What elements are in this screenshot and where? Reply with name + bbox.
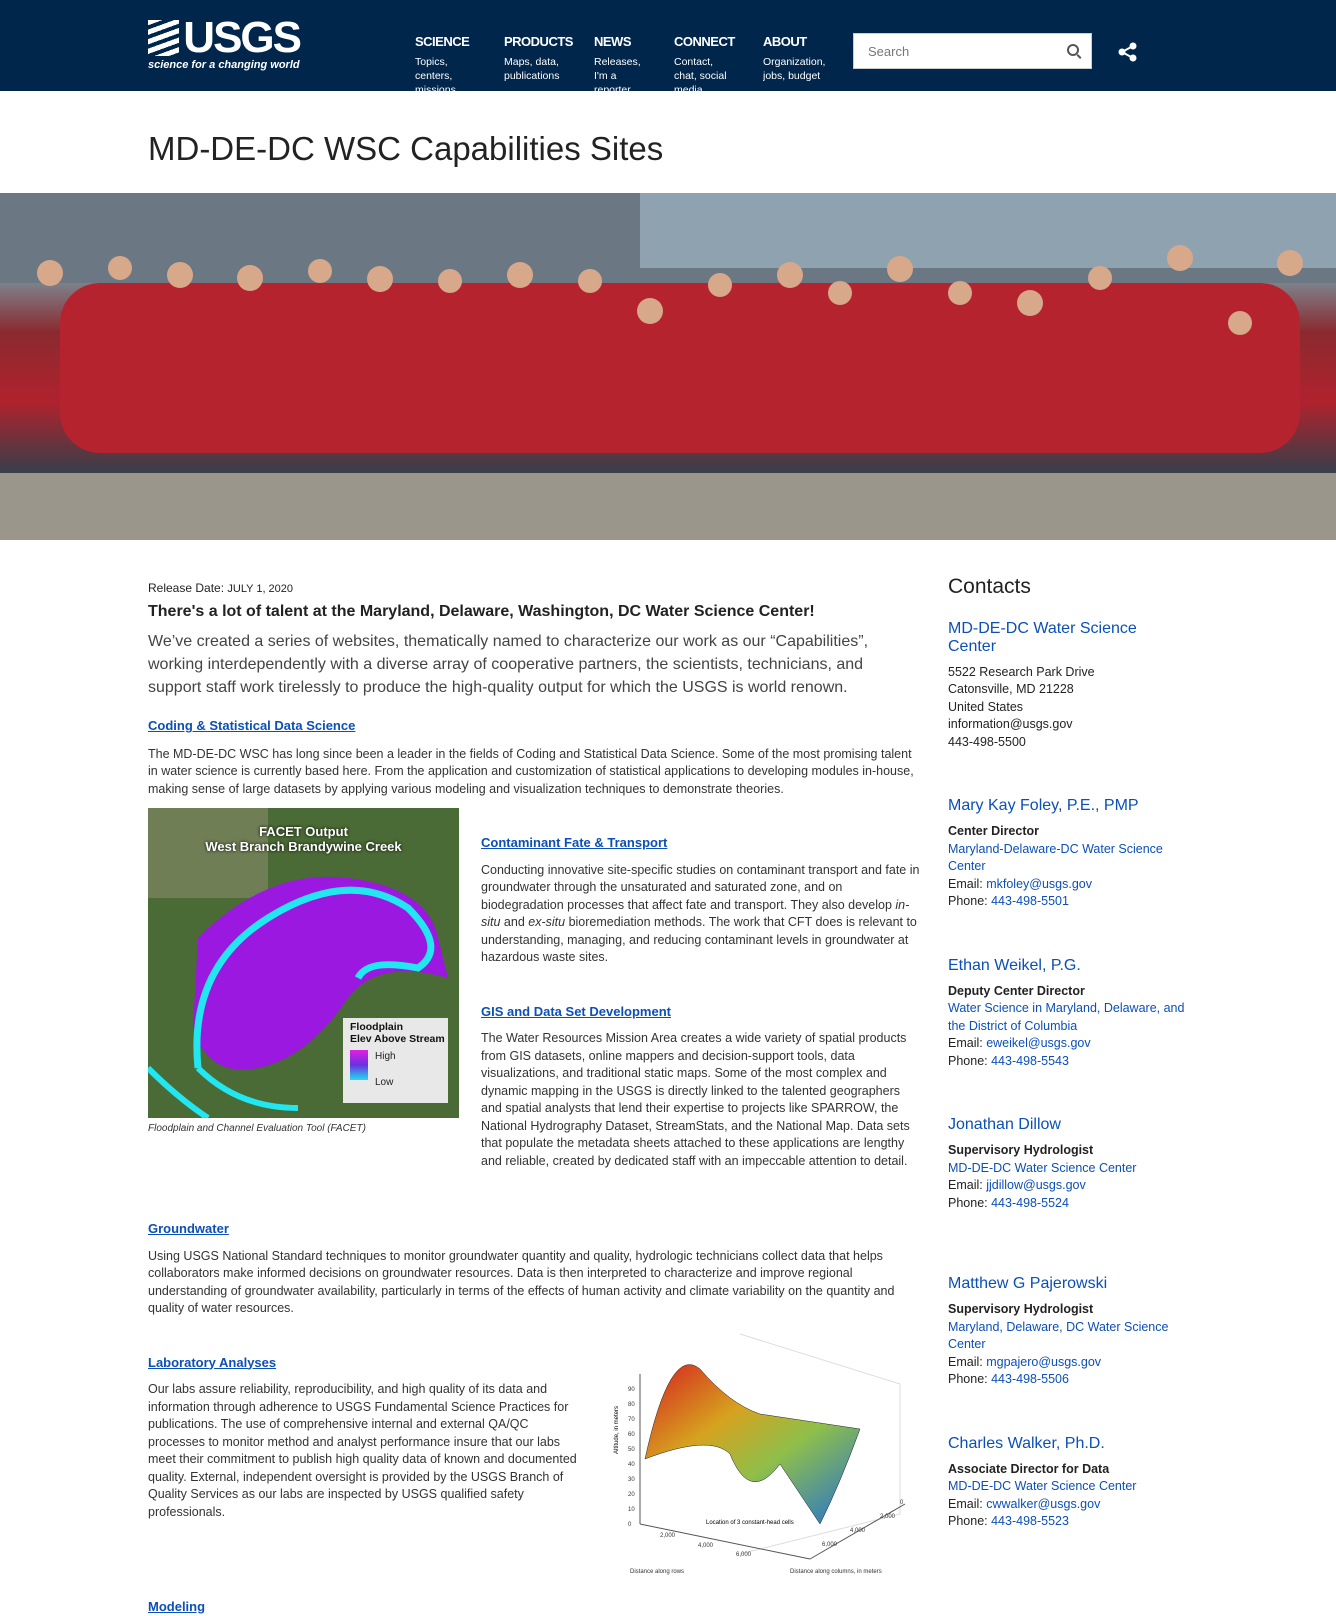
contact-role: Deputy Center Director xyxy=(948,983,1085,998)
lead-heading: There's a lot of talent at the Maryland, Delaware, Washington, DC Water Science Center! xyxy=(148,602,815,620)
link-contaminant-fate[interactable]: Contaminant Fate & Transport xyxy=(481,835,668,850)
contact-org-link[interactable]: MD-DE-DC Water Science Center xyxy=(948,1160,1137,1175)
cft-paragraph: Conducting innovative site-specific studies on contaminant transport and fate in groundwater through the unsaturated and saturated zone, and on biodegradation processes that affect fate and transport. They also develop in-situ and ex-situ bioremediation methods. The work that CFT does is relevant to understanding, managing, and reducing contaminant levels in groundwater at hazardous waste sites. xyxy=(481,862,920,964)
contacts-sidebar xyxy=(948,575,1188,1548)
contact-name[interactable]: Matthew G Pajerowski xyxy=(948,1275,1108,1292)
y-tick: 20 xyxy=(628,1491,635,1498)
contact-card xyxy=(948,797,1188,911)
phone-link[interactable]: 443-498-5524 xyxy=(991,1195,1069,1210)
contact-org-link[interactable]: MD-DE-DC Water Science Center xyxy=(948,1479,1137,1493)
contact-card xyxy=(948,1116,1188,1229)
y-tick: 80 xyxy=(628,1401,635,1408)
contact-card xyxy=(948,1435,1188,1548)
gis-paragraph: The Water Resources Mission Area creates a wide variety of spatial products from GIS datasets, online mappers and decision-support tools, data visualizations, and traditional static maps. Some of the most complex and dynamic mapping in the USGS is directly linked to the talented geographers and spatial analysts that lend their expertise to projects like SPARROW, the National Hydrography Dataset, StreamStats, and the National Map. Data sets that populate the metadata sheets attached to these applications are lengthy and reliable, created by dedicated staff with an impeccable attention to detail. xyxy=(481,1031,910,1168)
y-tick: 40 xyxy=(628,1461,635,1468)
contact-name[interactable]: Jonathan Dillow xyxy=(948,1116,1061,1133)
z-tick: 0 xyxy=(900,1499,904,1506)
contact-email: Email: eweikel@usgs.gov xyxy=(948,1036,1091,1050)
link-laboratory-analyses[interactable]: Laboratory Analyses xyxy=(148,1354,277,1370)
contact-name[interactable]: Charles Walker, Ph.D. xyxy=(948,1434,1105,1452)
email-link[interactable]: eweikel@usgs.gov xyxy=(986,1036,1091,1050)
contact-center-name[interactable]: MD-DE-DC Water Science Center xyxy=(948,619,1137,655)
link-coding-statistical[interactable]: Coding & Statistical Data Science xyxy=(148,718,356,733)
contact-phone: Phone: 443-498-5501 xyxy=(948,894,1069,908)
y-tick: 70 xyxy=(628,1416,635,1423)
contact-phone: Phone: 443-498-5523 xyxy=(948,1514,1069,1528)
email-link[interactable]: mkfoley@usgs.gov xyxy=(986,876,1092,891)
link-gis-data-set[interactable]: GIS and Data Set Development xyxy=(481,1003,671,1019)
staff-group-photo xyxy=(0,193,1336,540)
contacts-heading: Contacts xyxy=(948,575,1031,598)
contact-email: Email: jjdillow@usgs.gov xyxy=(948,1178,1086,1192)
facet-legend: Floodplain Elev Above Stream xyxy=(350,1021,445,1045)
intro-paragraph: We’ve created a series of websites, thematically named to characterize our work as our “Capabilities”, working interdependently with a diverse array of cooperative partners, the scientists, technicians, and support staff work tirelessly to produce the high-quality output for which the USGS is world renown. xyxy=(148,633,869,696)
y-tick: 10 xyxy=(628,1506,635,1513)
group-photo-illustration xyxy=(0,193,1336,540)
link-groundwater[interactable]: Groundwater xyxy=(148,1221,229,1236)
link-modeling[interactable]: Modeling xyxy=(148,1598,206,1614)
z-tick: 4,000 xyxy=(850,1527,866,1534)
z-axis-label: Distance along columns, in meters xyxy=(790,1568,882,1575)
phone-link[interactable]: 443-498-5501 xyxy=(991,894,1069,908)
usgs-logo[interactable]: USGS science for a changing world xyxy=(148,13,300,71)
search-input[interactable]: Search xyxy=(853,33,1092,69)
nav-connect[interactable]: CONNECT Contact, chat, social media xyxy=(674,34,735,96)
lab-paragraph: Our labs assure reliability, reproducibility, and high quality of its data and information through adherence to USGS Fundamental Science Practices for publications. The use of comprehensive internal and external QA/QC processes to monitor method and analyst performance insure that our labs meet their commitment to publish high quality data of known and documented quality. External, independent oversight is provided by the USGS Branch of Quality Services as our labs are inspected by USGS qualified safety professionals. xyxy=(148,1382,577,1519)
x-tick: 2,000 xyxy=(660,1532,676,1539)
email-link[interactable]: jjdillow@usgs.gov xyxy=(986,1178,1086,1192)
y-tick: 0 xyxy=(628,1521,632,1528)
nav-news[interactable]: NEWS Releases, I'm a reporter xyxy=(594,34,641,96)
nav-about[interactable]: ABOUT Organization, jobs, budget xyxy=(763,34,826,82)
x-tick: 4,000 xyxy=(698,1542,714,1549)
contact-phone: Phone: 443-498-5524 xyxy=(948,1195,1069,1210)
site-header xyxy=(0,0,1336,96)
contact-name[interactable]: Mary Kay Foley, P.E., PMP xyxy=(948,797,1139,814)
z-tick: 2,000 xyxy=(880,1513,896,1520)
contact-phone: Phone: 443-498-5543 xyxy=(948,1053,1069,1068)
contact-org-link[interactable]: Maryland-Delaware-DC Water Science Center xyxy=(948,841,1163,873)
nav-science[interactable]: SCIENCE Topics, centers, missions xyxy=(415,34,470,96)
contact-card xyxy=(948,957,1188,1071)
groundwater-paragraph: Using USGS National Standard techniques to monitor groundwater quantity and quality, hydrologic technicians collect data that helps collaborators make informed decisions on groundwater resources. Data is then interpreted to characterize and improve regional understanding of groundwater availability, particularly in terms of the effects of human activity and climate variability on the quantity and quality of water resources. xyxy=(148,1248,895,1315)
facet-map-illustration xyxy=(148,808,459,1118)
page-title: MD-DE-DC WSC Capabilities Sites xyxy=(148,130,664,167)
release-date: Release Date: JULY 1, 2020 xyxy=(148,581,294,595)
phone-link[interactable]: 443-498-5506 xyxy=(991,1372,1069,1386)
facet-map-image: FACET Output West Branch Brandywine Creek Floodplain Elev Above Stream High Low xyxy=(148,808,459,1118)
z-tick: 6,000 xyxy=(822,1541,838,1548)
contact-role: Supervisory Hydrologist xyxy=(948,1302,1094,1316)
contact-phone: Phone: 443-498-5506 xyxy=(948,1372,1069,1386)
email-link[interactable]: cwwalker@usgs.gov xyxy=(986,1496,1101,1511)
y-tick: 90 xyxy=(628,1386,635,1393)
facet-caption: Floodplain and Channel Evaluation Tool (FACET) xyxy=(148,1123,366,1134)
y-tick: 50 xyxy=(628,1446,635,1453)
search-icon[interactable] xyxy=(1067,44,1079,56)
phone-link[interactable]: 443-498-5543 xyxy=(991,1053,1069,1068)
plot-annotation: Location of 3 constant-head cells xyxy=(706,1519,794,1526)
contact-role: Associate Director for Data xyxy=(948,1461,1110,1476)
contact-name[interactable]: Ethan Weikel, P.G. xyxy=(948,956,1081,974)
contact-email: Email: mkfoley@usgs.gov xyxy=(948,876,1092,891)
contact-card xyxy=(948,1275,1188,1389)
contact-role: Supervisory Hydrologist xyxy=(948,1143,1094,1157)
y-tick: 60 xyxy=(628,1431,635,1438)
y-axis-label: Altitude, in meters xyxy=(614,1405,620,1454)
phone-link[interactable]: 443-498-5523 xyxy=(991,1514,1069,1528)
center-address: 5522 Research Park Drive Catonsville, MD 21228 United States information@usgs.gov 443-498-5500 xyxy=(948,664,1095,749)
usgs-waves-icon xyxy=(148,20,179,56)
contact-email: Email: cwwalker@usgs.gov xyxy=(948,1496,1101,1511)
y-tick: 30 xyxy=(628,1476,635,1483)
contact-email: Email: mgpajero@usgs.gov xyxy=(948,1354,1102,1369)
contact-org-link[interactable]: Water Science in Maryland, Delaware, and the District of Columbia xyxy=(948,1001,1185,1033)
email-link[interactable]: mgpajero@usgs.gov xyxy=(986,1354,1102,1369)
coding-paragraph: The MD-DE-DC WSC has long since been a leader in the fields of Coding and Statistical Data Science. Some of the most promising talent in water science is currently based here. From the application and customization of statistical applications to developing modules in-house, making sense of large datasets by applying various modeling and visualization techniques to demonstrate theories. xyxy=(148,746,914,796)
contact-role: Center Director xyxy=(948,824,1039,838)
x-tick: 6,000 xyxy=(736,1551,752,1558)
nav-products[interactable]: PRODUCTS Maps, data, publications xyxy=(504,34,573,82)
contact-org-link[interactable]: Maryland, Delaware, DC Water Science Center xyxy=(948,1319,1169,1351)
x-axis-label: Distance along rows xyxy=(630,1568,685,1575)
article xyxy=(148,580,920,1616)
groundwater-3d-surface-plot xyxy=(610,1324,920,1578)
share-icon[interactable] xyxy=(1118,42,1138,62)
